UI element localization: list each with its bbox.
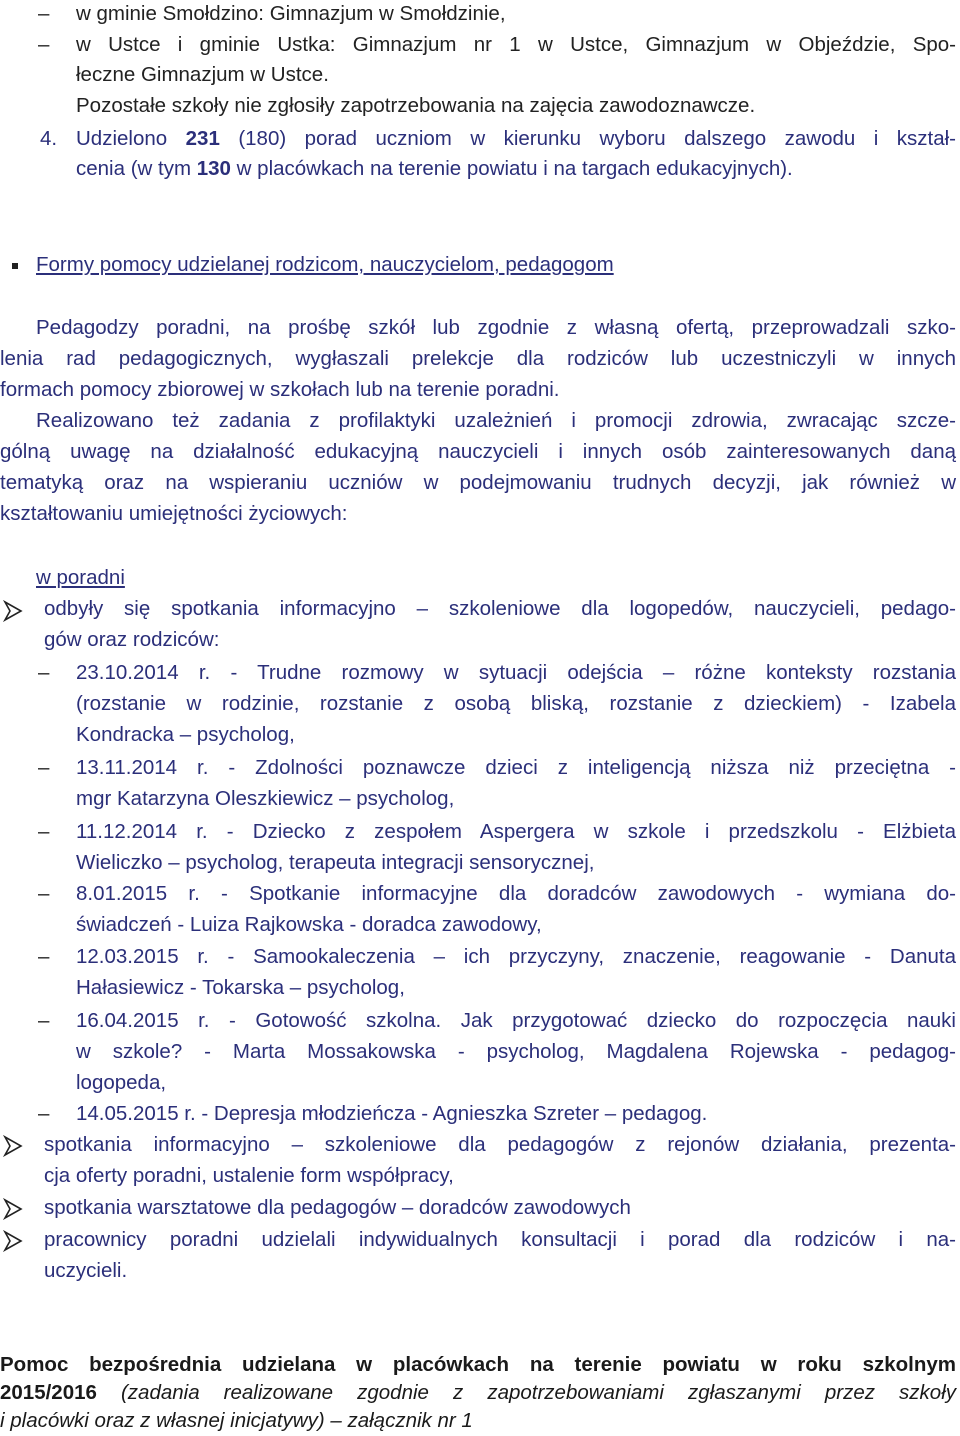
paragraph-line: kształtowaniu umiejętności życiowych: xyxy=(0,502,348,525)
arrow-bullet-icon xyxy=(2,1230,24,1252)
meeting-line: Kondracka – psycholog, xyxy=(76,723,295,746)
list-dash: – xyxy=(38,756,50,779)
list-item-cont: łeczne Gimnazjum w Ustce. xyxy=(76,63,329,86)
list-dash: – xyxy=(38,2,50,25)
paragraph-line: gólną uwagę na działalność edukacyjną nauczycieli i innych osób zainteresowanych daną xyxy=(0,440,956,463)
list-dash: – xyxy=(38,661,50,684)
arrow-item-line: uczycieli. xyxy=(44,1259,128,1282)
arrow-item-line: spotkania informacyjno – szkoleniowe dla pedagogów z rejonów działania, prezenta- xyxy=(44,1133,956,1156)
arrow-item-line: gów oraz rodziców: xyxy=(44,628,220,651)
arrow-bullet-icon xyxy=(2,1135,24,1157)
bottom-heading: Pomoc bezpośrednia udzielana w placówkach na terenie powiatu w roku szkolnym xyxy=(0,1353,956,1376)
list-item: w Ustce i gminie Ustka: Gimnazjum nr 1 w Ustce, Gimnazjum w Objeździe, Spo- xyxy=(76,33,956,56)
meeting-line: 16.04.2015 r. - Gotowość szkolna. Jak przygotować dziecko do rozpoczęcia nauki xyxy=(76,1009,956,1032)
arrow-item-line: cja oferty poradni, ustalenie form współpracy, xyxy=(44,1164,454,1187)
other-schools-note: Pozostałe szkoły nie zgłosiły zapotrzebowania na zajęcia zawodoznawcze. xyxy=(76,94,756,117)
square-bullet-icon xyxy=(12,263,18,269)
list-dash: – xyxy=(38,33,50,56)
meeting-line: 13.11.2014 r. - Zdolności poznawcze dzieci z inteligencją niższa niż przeciętna - xyxy=(76,756,956,779)
meeting-line: logopeda, xyxy=(76,1071,167,1094)
list-item: w gminie Smołdzino: Gimnazjum w Smołdzinie, xyxy=(76,2,506,25)
paragraph-line: Realizowano też zadania z profilaktyki uzależnień i promocji zdrowia, zwracając szcze- xyxy=(36,409,956,432)
paragraph-line: formach pomocy zbiorowej w szkołach lub na terenie poradni. xyxy=(0,378,560,401)
list-dash: – xyxy=(38,820,50,843)
meeting-line: Wieliczko – psycholog, terapeuta integracji sensorycznej, xyxy=(76,851,595,874)
arrow-item-line: pracownicy poradni udzielali indywidualnych konsultacji i porad dla rodziców i na- xyxy=(44,1228,956,1251)
list-dash: – xyxy=(38,1009,50,1032)
bottom-heading-line3: i placówki oraz z własnej inicjatywy) – załącznik nr 1 xyxy=(0,1409,473,1432)
meeting-line: 14.05.2015 r. - Depresja młodzieńcza - Agnieszka Szreter – pedagog. xyxy=(76,1102,708,1125)
bottom-heading-line2: 2015/2016 (zadania realizowane zgodnie z zapotrzebowaniami zgłaszanymi przez szkoły xyxy=(0,1381,956,1404)
meeting-line: mgr Katarzyna Oleszkiewicz – psycholog, xyxy=(76,787,455,810)
meeting-line: 11.12.2014 r. - Dziecko z zespołem Aspergera w szkole i przedszkolu - Elżbieta xyxy=(76,820,956,843)
item-number: 4. xyxy=(40,127,58,150)
paragraph-line: Pedagodzy poradni, na prośbę szkół lub zgodnie z własną ofertą, przeprowadzali szko- xyxy=(36,316,956,339)
list-dash: – xyxy=(38,882,50,905)
meeting-line: 8.01.2015 r. - Spotkanie informacyjne dla doradców zawodowych - wymiana do- xyxy=(76,882,956,905)
arrow-bullet-icon xyxy=(2,1198,24,1220)
meeting-line: 23.10.2014 r. - Trudne rozmowy w sytuacji odejścia – różne konteksty rozstania xyxy=(76,661,956,684)
arrow-item-line: odbyły się spotkania informacyjno – szkoleniowe dla logopedów, nauczycieli, pedago- xyxy=(44,597,956,620)
item4-line1: Udzielono 231 (180) porad uczniom w kierunku wyboru dalszego zawodu i kształ- xyxy=(76,127,956,150)
paragraph-line: lenia rad pedagogicznych, wygłaszali prelekcje dla rodziców lub uczestniczyli w innych xyxy=(0,347,956,370)
in-clinic-label: w poradni xyxy=(36,566,125,589)
arrow-item-line: spotkania warsztatowe dla pedagogów – doradców zawodowych xyxy=(44,1196,631,1219)
list-dash: – xyxy=(38,1102,50,1125)
meeting-line: Hałasiewicz - Tokarska – psycholog, xyxy=(76,976,405,999)
meeting-line: 12.03.2015 r. - Samookaleczenia – ich przyczyny, znaczenie, reagowanie - Danuta xyxy=(76,945,956,968)
meeting-line: świadczeń - Luiza Rajkowska - doradca zawodowy, xyxy=(76,913,542,936)
meeting-line: (rozstanie w rodzinie, rozstanie z osobą bliską, rozstanie z dzieckiem) - Izabela xyxy=(76,692,956,715)
arrow-bullet-icon xyxy=(2,600,24,622)
paragraph-line: tematyką oraz na wspieraniu uczniów w podejmowaniu trudnych decyzji, jak również w xyxy=(0,471,956,494)
list-dash: – xyxy=(38,945,50,968)
section-title: Formy pomocy udzielanej rodzicom, nauczycielom, pedagogom xyxy=(36,253,614,276)
meeting-line: w szkole? - Marta Mossakowska - psycholog, Magdalena Rojewska - pedagog- xyxy=(76,1040,956,1063)
item4-line2: cenia (w tym 130 w placówkach na terenie powiatu i na targach edukacyjnych). xyxy=(76,157,793,180)
